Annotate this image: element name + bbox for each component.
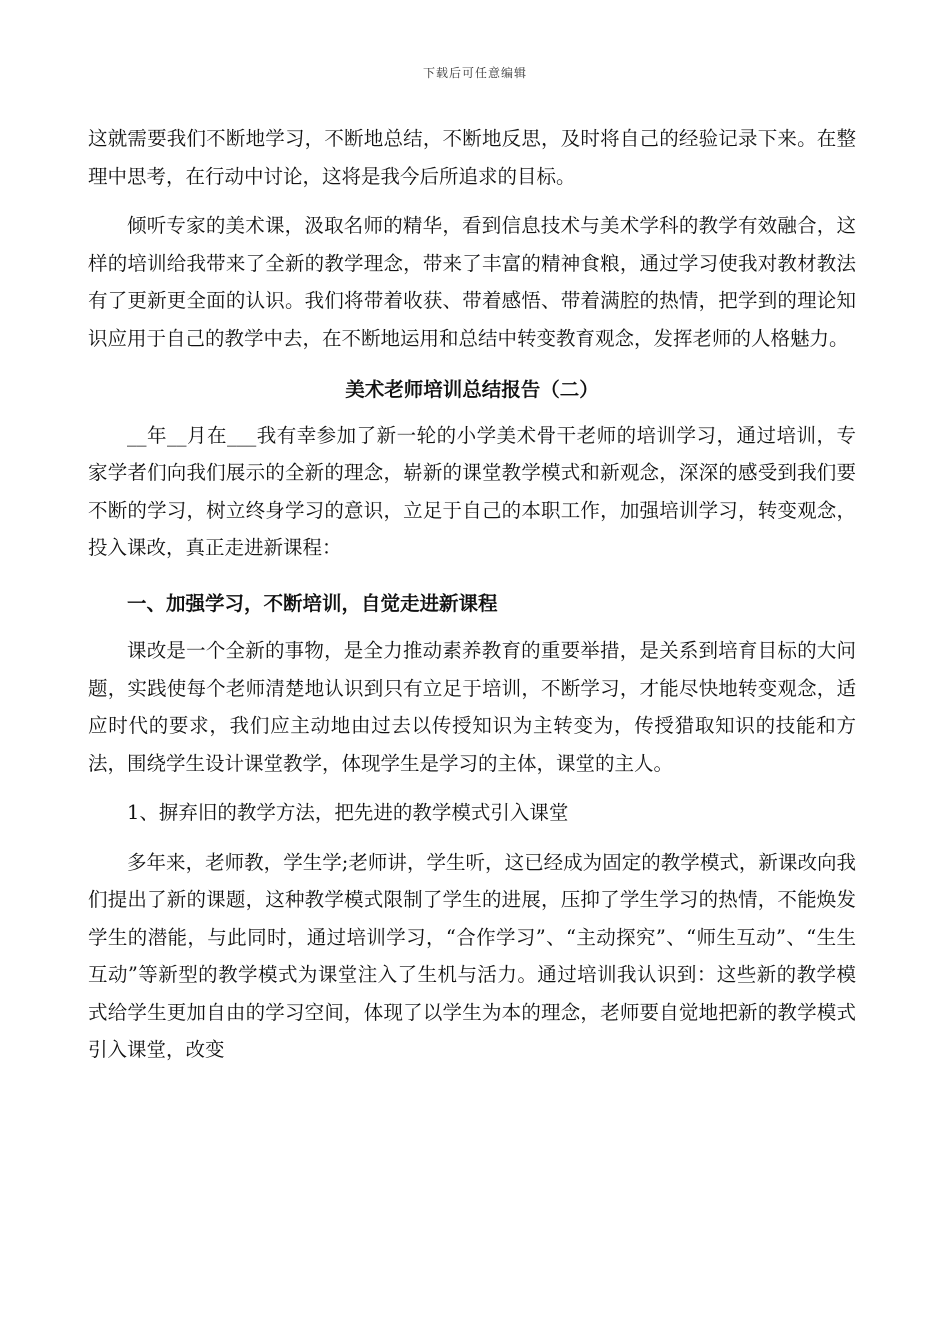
paragraph-4: 课改是一个全新的事物，是全力推动素养教育的重要举措，是关系到培育目标的大问题，实践使每个老师清楚地认识到只有立足于培训，不断学习，才能尽快地转变观念，适应时代的要求，我们应主动地由过去以传授知识为主转变为，传授猎取知识的技能和方法，围绕学生设计课堂教学，体现学生是学习的主体，课堂的主人。 — [88, 639, 856, 775]
sub-heading-1: 1、摒弃旧的教学方法，把先进的教学模式引入课堂 — [127, 801, 569, 824]
page-header: 下载后可任意编辑 — [422, 66, 527, 80]
section-heading-1: 一、加强学习，不断培训，自觉走进新课程 — [127, 591, 498, 615]
paragraph-5: 多年来，老师教，学生学;老师讲，学生听，这已经成为固定的教学模式，新课改向我们提出了新的课题，这种教学模式限制了学生的进展，压抑了学生学习的热情，不能焕发学生的潜能，与此同时，通过培训学习，“合作学习”、“主动探究”、“师生互动”、“生生互动”等新型的教学模式为课堂注入了生机与活力。通过培训我认识到：这些新的教学模式给学生更加自由的学习空间，体现了以学生为本的理念，老师要自觉地把新的教学模式引入课堂，改变 — [88, 850, 856, 1061]
paragraph-3: __年__月在___我有幸参加了新一轮的小学美术骨干老师的培训学习，通过培训，专家学者们向我们展示的全新的理念，崭新的课堂教学模式和新观念，深深的感受到我们要不断的学习，树立终身学习的意识，立足于自己的本职工作，加强培训学习，转变观念，投入课改，真正走进新课程： — [88, 423, 856, 559]
paragraph-1: 这就需要我们不断地学习，不断地总结，不断地反思，及时将自己的经验记录下来。在整理中思考，在行动中讨论，这将是我今后所追求的目标。 — [88, 127, 856, 188]
document-body — [88, 120, 856, 1069]
paragraph-2: 倾听专家的美术课，汲取名师的精华，看到信息技术与美术学科的教学有效融合，这样的培训给我带来了全新的教学理念，带来了丰富的精神食粮，通过学习使我对教材教法有了更新更全面的认识。我们将带着收获、带着感悟、带着满腔的热情，把学到的理论知识应用于自己的教学中去，在不断地运用和总结中转变教育观念，发挥老师的人格魅力。 — [88, 214, 856, 350]
report-title: 美术老师培训总结报告（二） — [345, 378, 599, 401]
